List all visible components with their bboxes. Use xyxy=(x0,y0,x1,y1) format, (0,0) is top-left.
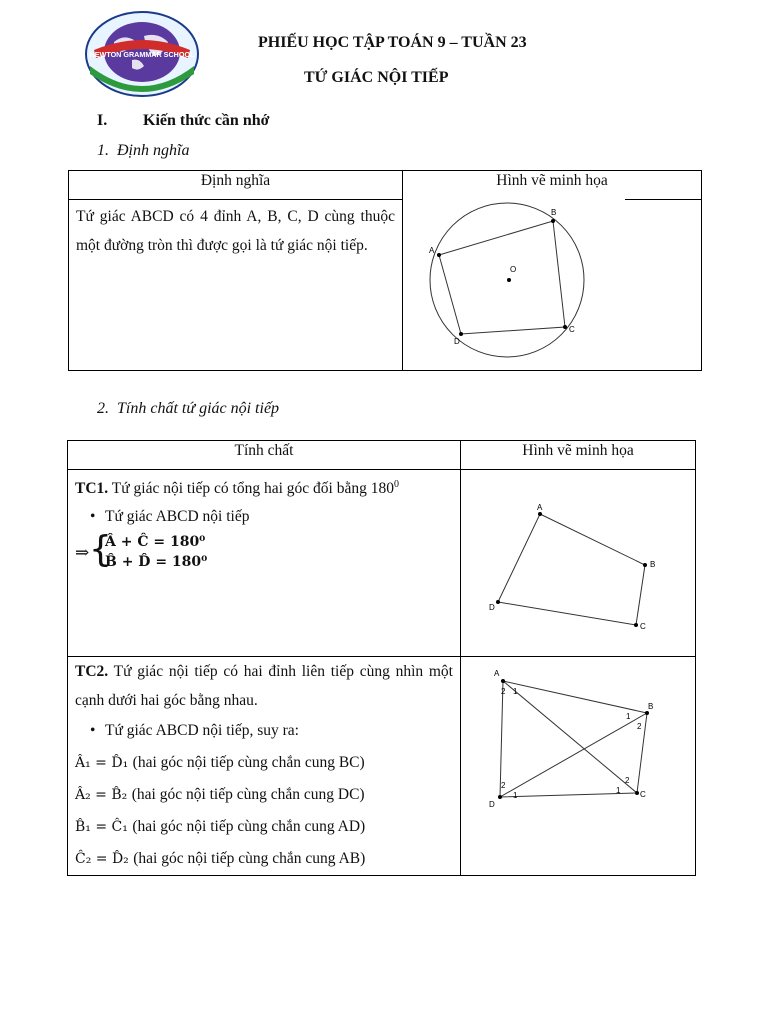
tc2-eq-3: B̂₁ = Ĉ₁ xyxy=(75,819,128,835)
tc2-figure-cell xyxy=(461,657,696,876)
fig3-angle-a2: 2 xyxy=(501,687,506,696)
tc1-cell xyxy=(68,470,461,657)
definition-table xyxy=(68,170,702,371)
tc2-eq-1: Â₁ = D̂₁ xyxy=(75,755,129,771)
table2-header-property: Tính chất xyxy=(68,441,461,470)
tc1-figure-cell xyxy=(461,470,696,657)
tc2-quadrilateral-figure xyxy=(461,657,695,869)
fig3-angle-d2: 2 xyxy=(501,781,506,790)
logo-text: NEWTON GRAMMAR SCHOOL xyxy=(89,50,195,59)
fig3-angle-c1: 1 xyxy=(616,786,621,795)
tc2-note-3: (hai góc nội tiếp cùng chắn cung AD) xyxy=(132,818,366,835)
fig1-label-a: A xyxy=(429,245,435,255)
fig2-label-c: C xyxy=(640,622,646,631)
tc2-eq-2: Â₂ = B̂₂ xyxy=(75,787,128,803)
fig3-angle-b1: 1 xyxy=(626,712,631,721)
tc1-equations xyxy=(75,529,453,576)
tc2-eq-4: Ĉ₂ = D̂₂ xyxy=(75,851,129,867)
tc2-title: TC2. xyxy=(75,663,109,680)
section-heading: Kiến thức cần nhớ xyxy=(143,112,270,129)
fig3-angle-a1: 1 xyxy=(513,687,518,696)
fig1-label-d: D xyxy=(454,336,460,346)
subheading-definition: 1. Định nghĩa xyxy=(97,142,190,159)
school-logo xyxy=(84,10,200,98)
table2-header-figure: Hình vẽ minh họa xyxy=(461,441,696,470)
tc1-text: Tứ giác nội tiếp có tổng hai góc đối bằng 180 xyxy=(111,480,394,498)
tc1-bullet: • Tứ giác ABCD nội tiếp xyxy=(75,502,453,532)
tc2-line-4 xyxy=(75,843,453,875)
tc1-quadrilateral-figure xyxy=(461,470,695,654)
tc1-eq2: B̂ + D̂ = 180⁰ xyxy=(105,554,208,571)
tc2-text: Tứ giác nội tiếp có hai đỉnh liên tiếp cùng nhìn một cạnh dưới hai góc bằng nhau. xyxy=(75,663,453,709)
tc2-cell xyxy=(68,657,461,876)
definition-figure-cell xyxy=(403,200,702,371)
fig3-angle-b2: 2 xyxy=(637,722,642,731)
subheading-properties: 2. Tính chất tứ giác nội tiếp xyxy=(97,400,280,417)
inscribed-quadrilateral-figure xyxy=(403,200,701,368)
tc1-title: TC1. xyxy=(75,480,109,498)
fig2-label-b: B xyxy=(650,560,656,569)
implies-symbol: ⇒ xyxy=(75,543,90,563)
tc1-statement xyxy=(75,472,453,502)
fig1-label-c: C xyxy=(569,324,575,334)
tc2-statement xyxy=(75,657,453,715)
fig3-label-c: C xyxy=(640,790,646,799)
section-number: I. xyxy=(97,112,108,129)
tc2-bullet: • Tứ giác ABCD nội tiếp, suy ra: xyxy=(75,715,453,747)
table1-header-definition: Định nghĩa xyxy=(69,171,403,200)
page-title: PHIẾU HỌC TẬP TOÁN 9 – TUẦN 23 xyxy=(258,34,527,51)
tc2-line-2 xyxy=(75,779,453,811)
table1-header-figure: Hình vẽ minh họa xyxy=(403,171,702,200)
fig3-angle-d1: 1 xyxy=(513,791,518,800)
tc2-note-2: (hai góc nội tiếp cùng chắn cung DC) xyxy=(131,786,365,803)
fig3-label-b: B xyxy=(648,702,654,711)
tc2-line-1 xyxy=(75,747,453,779)
fig1-label-o: O xyxy=(510,264,517,274)
tc2-note-1: (hai góc nội tiếp cùng chắn cung BC) xyxy=(132,754,365,771)
fig3-angle-c2: 2 xyxy=(625,776,630,785)
definition-text: Tứ giác ABCD có 4 đỉnh A, B, C, D cùng thuộc một đường tròn thì được gọi là tứ giác nội tiếp. xyxy=(69,200,403,371)
fig2-label-d: D xyxy=(489,603,495,612)
fig2-label-a: A xyxy=(537,503,543,512)
brace-icon: { xyxy=(89,529,112,571)
tc2-note-4: (hai góc nội tiếp cùng chắn cung AB) xyxy=(133,850,366,867)
page-subtitle: TỨ GIÁC NỘI TIẾP xyxy=(304,69,449,86)
fig1-label-b: B xyxy=(551,207,557,217)
properties-table xyxy=(67,440,696,876)
tc2-line-3 xyxy=(75,811,453,843)
tc1-sup: 0 xyxy=(393,479,399,490)
tc1-eq1: Â + Ĉ = 180⁰ xyxy=(105,534,206,551)
fig3-label-d: D xyxy=(489,800,495,809)
fig3-label-a: A xyxy=(494,669,500,678)
